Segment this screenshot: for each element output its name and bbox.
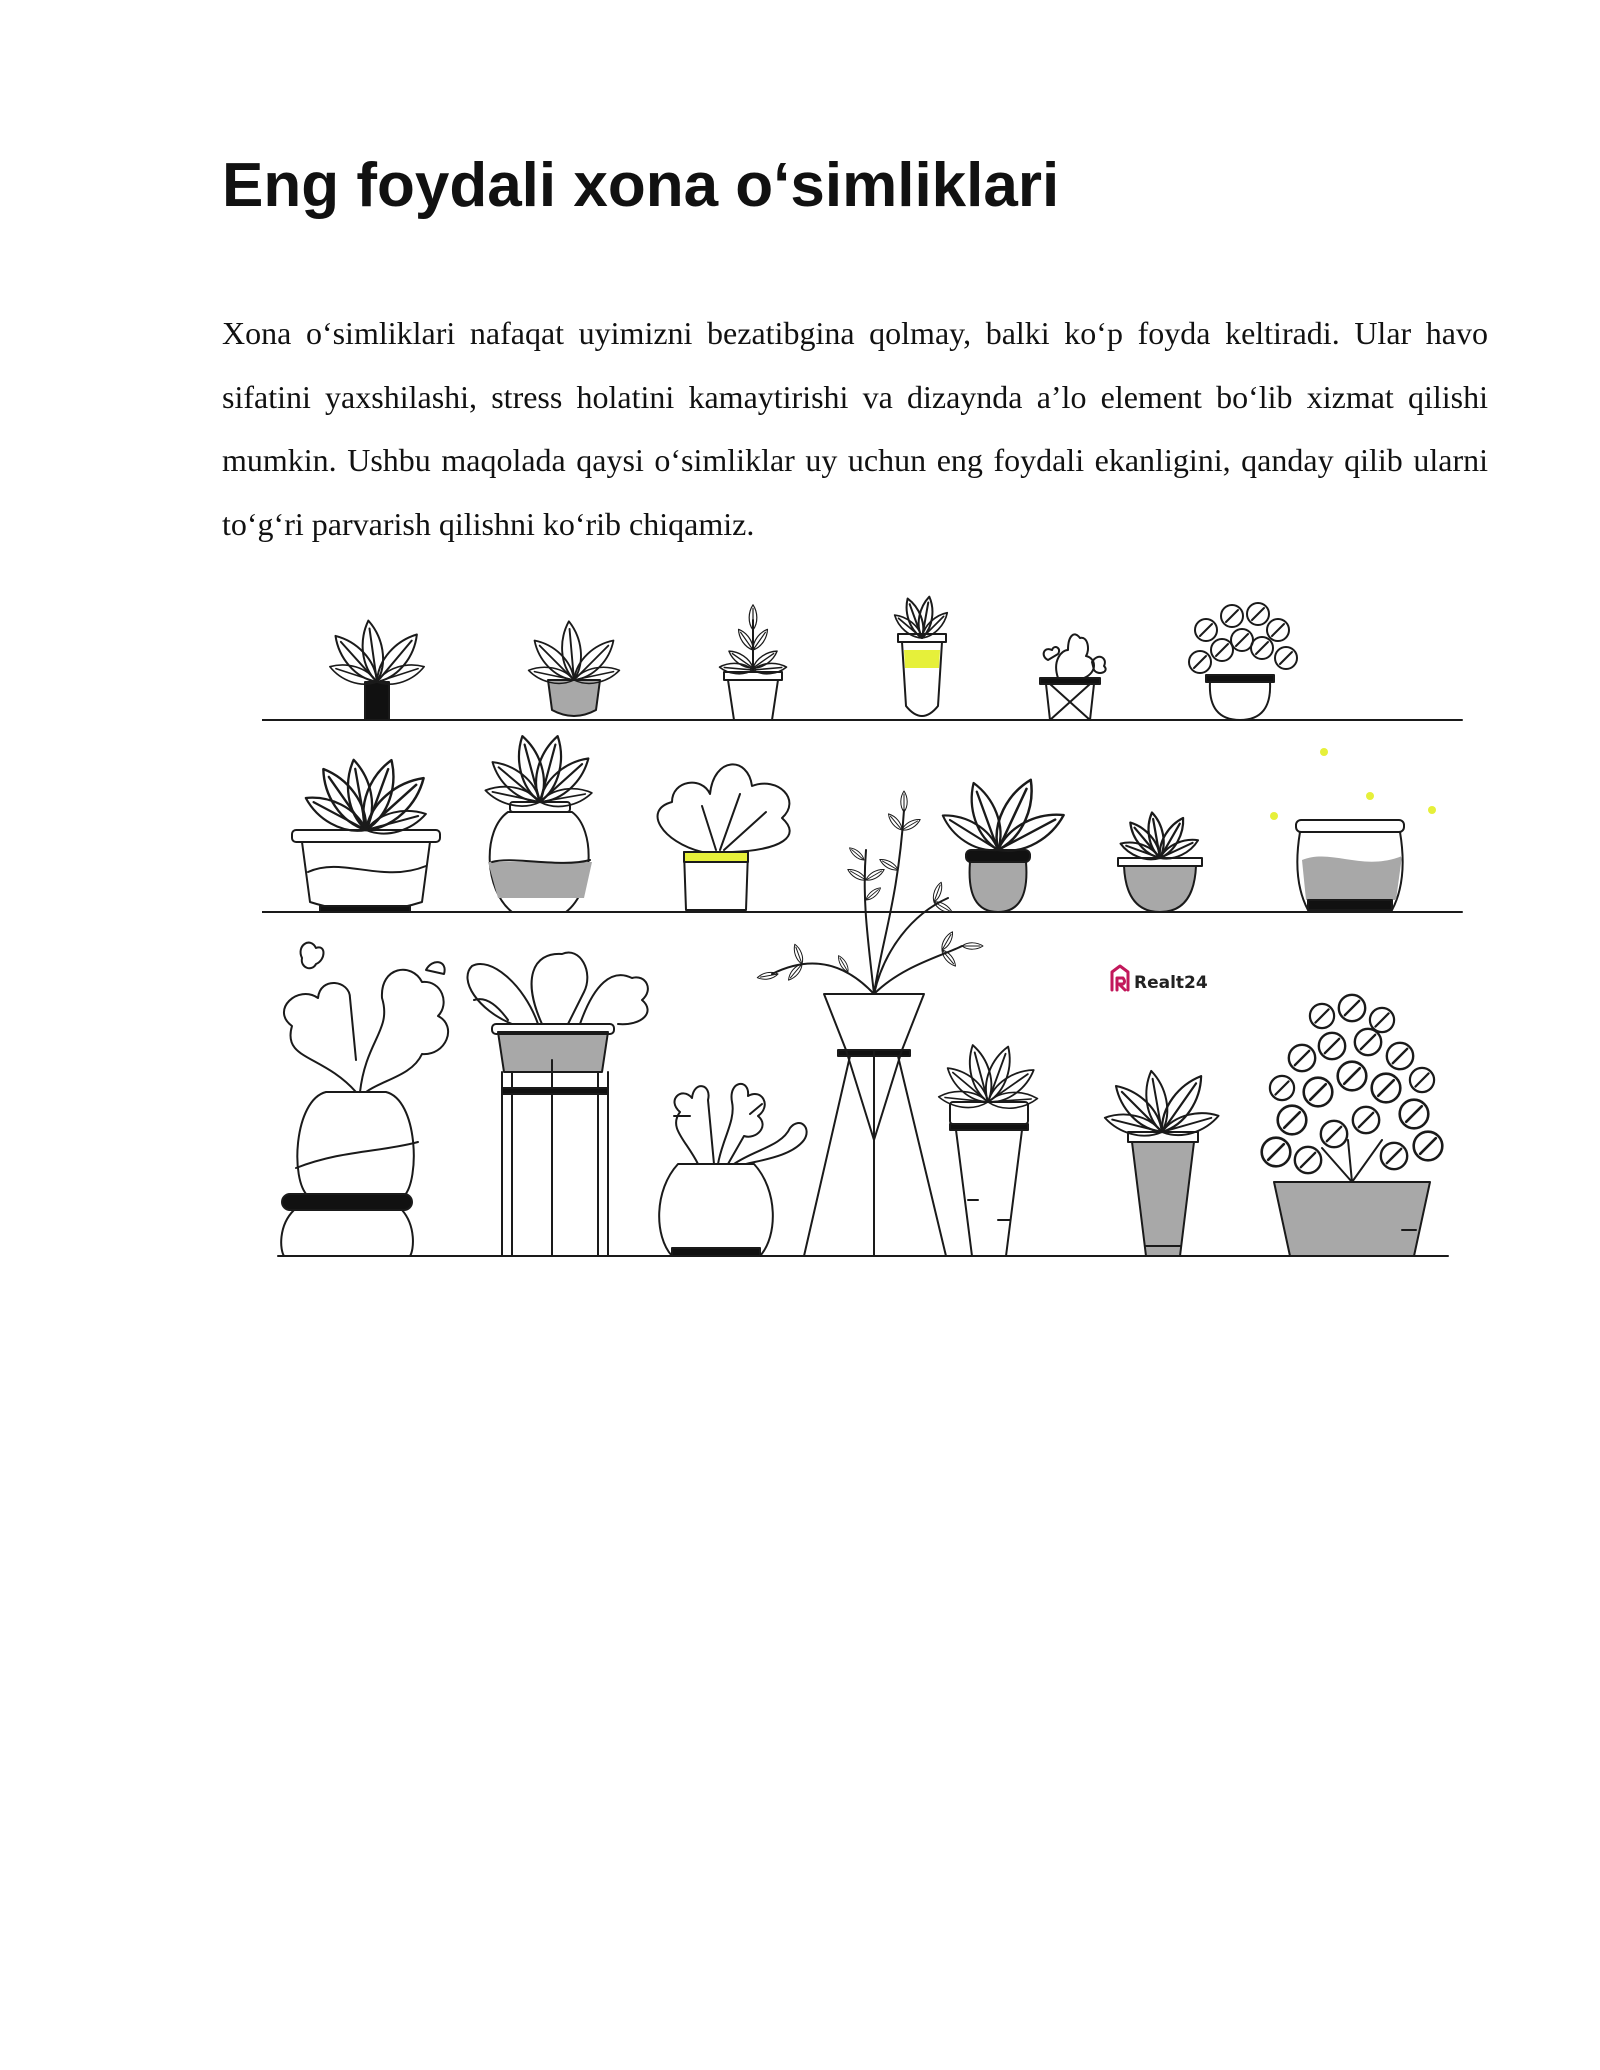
plant-bottom-6: [1103, 1069, 1222, 1256]
realt24-logo-text: Realt24: [1134, 973, 1208, 993]
plant-top-4-yellow-pot: [891, 596, 951, 716]
plant-bottom-2-stand: [467, 953, 647, 1256]
shelf-lines: [262, 720, 1462, 1256]
plant-mid-3-yellow-pot: [658, 764, 790, 910]
plant-top-6: [1189, 603, 1297, 720]
plant-mid-4: [937, 775, 1069, 912]
plant-top-2: [527, 621, 621, 716]
plant-mid-5: [1118, 811, 1202, 912]
plant-bottom-4-tripod: [757, 791, 983, 1256]
plant-bottom-1: [281, 943, 448, 1256]
article-title: Eng foydali xona o‘simliklari: [222, 151, 1060, 220]
plant-top-5-cactus: [1040, 634, 1106, 720]
article-intro-paragraph: Xona o‘simliklari nafaqat uyimizni bezatibgina qolmay, balki ko‘p foyda keltiradi. Ular havo sifatini yaxshilashi, stress holatini kamaytirishi va dizaynda a’lo element bo‘lib xizmat qilishi mumkin. Ushbu maqolada qaysi o‘simliklar uy uchun eng foydali ekanligini, qanday qilib ularni to‘g‘ri parvarish qilishni ko‘rib chiqamiz.: [222, 315, 1488, 542]
plant-mid-6-pot-sparkles: [1270, 748, 1436, 910]
realt24-logo-icon: [1112, 966, 1128, 990]
plant-top-1: [327, 619, 426, 720]
houseplants-shelf-illustration: [262, 580, 1482, 1270]
plant-bottom-7-bush: [1262, 995, 1443, 1256]
plant-mid-2: [484, 733, 596, 912]
plant-bottom-5-vase: [938, 1043, 1039, 1256]
plant-bottom-3: [659, 1084, 806, 1256]
realt24-watermark: [1112, 966, 1208, 993]
plant-top-3: [719, 605, 787, 720]
plant-mid-1: [292, 756, 440, 912]
